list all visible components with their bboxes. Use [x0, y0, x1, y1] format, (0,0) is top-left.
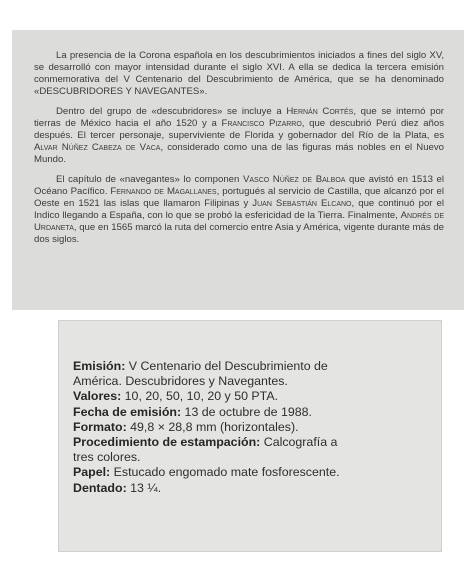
spec-formato: Formato: 49,8 × 28,8 mm (horizontales). — [73, 419, 299, 434]
spec-papel: Papel: Estucado engomado mate fosforescente. — [73, 465, 340, 480]
spec-emision-cont: América. Descubridores y Navegantes. — [73, 374, 288, 389]
paragraph-intro: La presencia de la Corona española en los descubrimientos iniciados a fines del siglo XV, se desarrolló con mayor intensidad durante el siglo XVI. A ella se dedica la tercera emisión conmemorativa del V Centenario del Descubrimiento de América, que se ha denominado «DESCUBRIDORES Y NAVEGANTES». — [34, 50, 444, 97]
name-alvar-nunez: Alvar Núñez Cabeza de Vaca — [34, 142, 161, 153]
name-francisco-pizarro: Francisco Pizarro — [221, 118, 302, 129]
spec-procedimiento-cont: tres colores. — [73, 450, 141, 465]
description-card — [12, 30, 464, 310]
spec-dentado: Dentado: 13 ¼. — [73, 480, 162, 495]
spec-procedimiento: Procedimiento de estampación: Calcografía a — [73, 435, 338, 450]
spec-emision: Emisión: V Centenario del Descubrimiento de — [73, 359, 328, 373]
name-hernan-cortes: Hernán Cortés — [286, 106, 354, 117]
name-andres-urdaneta: Andrés de Urdaneta — [34, 210, 445, 233]
name-fernando-magallanes: Fernando de Magallanes — [110, 186, 217, 197]
technical-specs-card — [58, 320, 442, 552]
name-vasco-nunez: Vasco Núñez de Balboa — [242, 174, 346, 185]
paragraph-descubridores: Dentro del grupo de «descubridores» se incluye a Hernán Cortés, que se internó por tierras de México hacia el año 1520 y a Francisco Pizarro, que descubrió Perú diez años después. El tercer personaje, superviviente de Florida y gobernador del Río de la Plata, es Alvar Núñez Cabeza de Vaca, considerado como una de las figuras más nobles en el Nuevo Mundo. — [34, 106, 445, 165]
name-juan-sebastian-elcano: Juan Sebastián Elcano — [252, 198, 352, 209]
spec-fecha: Fecha de emisión: 13 de octubre de 1988. — [73, 404, 313, 419]
spec-valores: Valores: 10, 20, 50, 10, 20 y 50 PTA. — [73, 389, 279, 404]
paragraph-navegantes: El capítulo de «navegantes» lo componen Vasco Núñez de Balboa que avistó en 1513 el Océano Pacífico. Fernando de Magallanes, portugués al servicio de Castilla, que alcanzó por el Oeste en 1521 las islas que llamaron Filipinas y Juan Sebastián Elcano, que continuó por el Indico llegando a España, con lo que se probó la esfericidad de la Tierra. Finalmente, Andrés de Urdaneta, que en 1565 marcó la ruta del comercio entre Asia y América, vigente durante más de dos siglos. — [34, 174, 445, 245]
